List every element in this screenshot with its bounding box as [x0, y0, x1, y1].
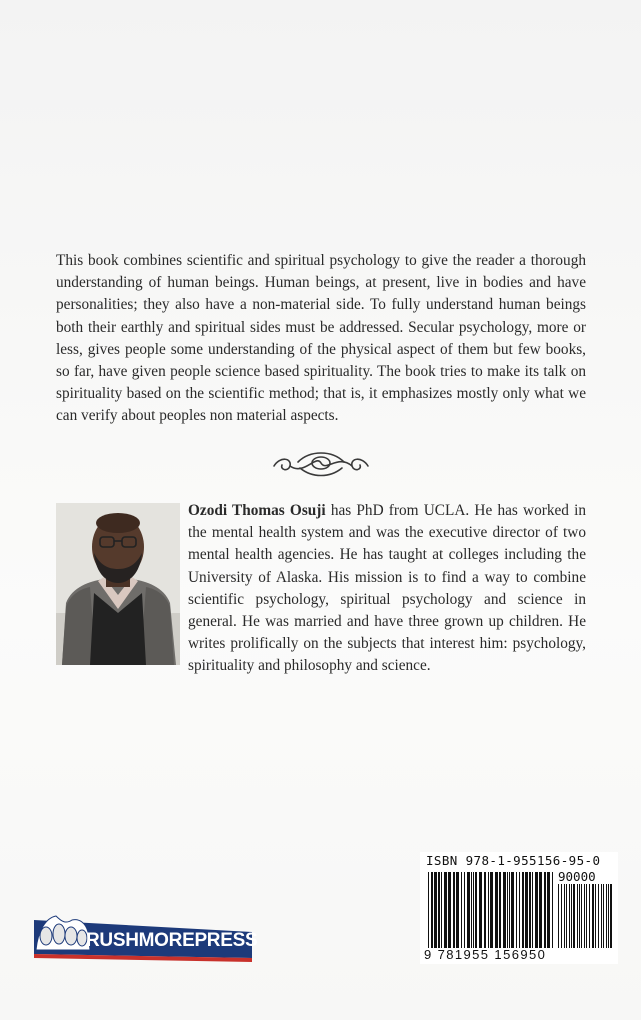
- barcode-bar: [461, 872, 462, 948]
- barcode-bar: [519, 872, 520, 948]
- barcode-bar: [464, 872, 465, 948]
- barcode-bar: [601, 884, 602, 948]
- barcode-bar: [592, 884, 594, 948]
- barcode-bar: [566, 884, 567, 948]
- barcode-bar: [579, 884, 580, 948]
- barcode-bar: [441, 872, 442, 948]
- barcode-bar: [516, 872, 517, 948]
- barcode-bar: [525, 872, 528, 948]
- barcode-bar: [606, 884, 607, 948]
- barcode-bar: [589, 884, 590, 948]
- author-photo: [56, 503, 180, 665]
- barcode-bar: [558, 884, 559, 948]
- barcode-bar: [488, 872, 489, 948]
- barcode-bar: [490, 872, 493, 948]
- barcode-bar: [610, 884, 612, 948]
- barcode-bar: [598, 884, 599, 948]
- price-code: 90000: [558, 869, 596, 884]
- barcode-bar: [603, 884, 604, 948]
- barcode-bar: [581, 884, 582, 948]
- barcode-bar: [552, 872, 553, 948]
- barcode-bar: [509, 872, 510, 948]
- barcode-bar: [495, 872, 498, 948]
- barcode-bar: [475, 872, 477, 948]
- price-barcode: [558, 884, 614, 948]
- barcode-bar: [471, 872, 472, 948]
- barcode-bar: [453, 872, 455, 948]
- barcode-bar: [434, 872, 437, 948]
- book-description: This book combines scientific and spiritual psychology to give the reader a thorough understanding of human beings. Human beings, at present, live in bodies and have personalities; they also have a non-material side. To fully understand human beings both their earthly and spiritual sides must be addressed. Secular psychology, more or less, gives people some understanding of the physical aspect of them but few books, so far, have given people science based spirituality. The book tries to make its talk on spirituality based on the scientific method; that is, it emphasizes mostly only what we can verify about peoples non material aspects.: [56, 252, 586, 425]
- barcode-bar: [444, 872, 447, 948]
- barcode-bar: [535, 872, 538, 948]
- barcode-bar: [577, 884, 578, 948]
- barcode-bar: [484, 872, 486, 948]
- barcode-bar: [456, 872, 459, 948]
- publisher-logo: [32, 910, 258, 966]
- barcode-bar: [499, 872, 501, 948]
- barcode-bar: [479, 872, 482, 948]
- barcode-bar: [529, 872, 531, 948]
- barcode-bar: [438, 872, 440, 948]
- barcode-bar: [532, 872, 533, 948]
- author-bio-text: has PhD from UCLA. He has worked in the mental health system and was the executive director of two mental health agencies. He has taught at colleges including the University of Alaska. His mission is to find a way to combine scientific psychology, spiritual psychology and science in general. He was married and have three grown up children. He writes prolifically on the subjects that interest him: psychology, spirituality and philosophy and science.: [188, 502, 587, 675]
- barcode-bar: [547, 872, 550, 948]
- barcode-bar: [507, 872, 508, 948]
- barcode-bar: [448, 872, 451, 948]
- barcode-bar: [511, 872, 514, 948]
- barcode-bar: [544, 872, 546, 948]
- barcode-bar: [564, 884, 565, 948]
- barcode-bar: [522, 872, 524, 948]
- barcode-bar: [428, 872, 429, 948]
- barcode-bar: [595, 884, 596, 948]
- barcode-bar: [573, 884, 575, 948]
- barcode-bar: [467, 872, 470, 948]
- isbn-label: ISBN 978-1-955156-95-0: [426, 853, 601, 868]
- barcode-bar: [584, 884, 585, 948]
- isbn-barcode: [428, 872, 554, 948]
- barcode-bar: [608, 884, 609, 948]
- barcode-bar: [571, 884, 572, 948]
- barcode-bar: [561, 884, 562, 948]
- barcode-bar: [431, 872, 433, 948]
- decorative-flourish-icon: [270, 448, 372, 478]
- author-name: Ozodi Thomas Osuji: [188, 502, 326, 519]
- isbn-digits: 9 781955 156950: [424, 947, 547, 962]
- barcode-bar: [539, 872, 542, 948]
- author-bio: [188, 500, 586, 678]
- publisher-name: RUSHMOREPRESS: [86, 930, 258, 951]
- barcode-bar: [473, 872, 474, 948]
- barcode-bar: [503, 872, 506, 948]
- barcode-bar: [569, 884, 570, 948]
- barcode-bar: [586, 884, 587, 948]
